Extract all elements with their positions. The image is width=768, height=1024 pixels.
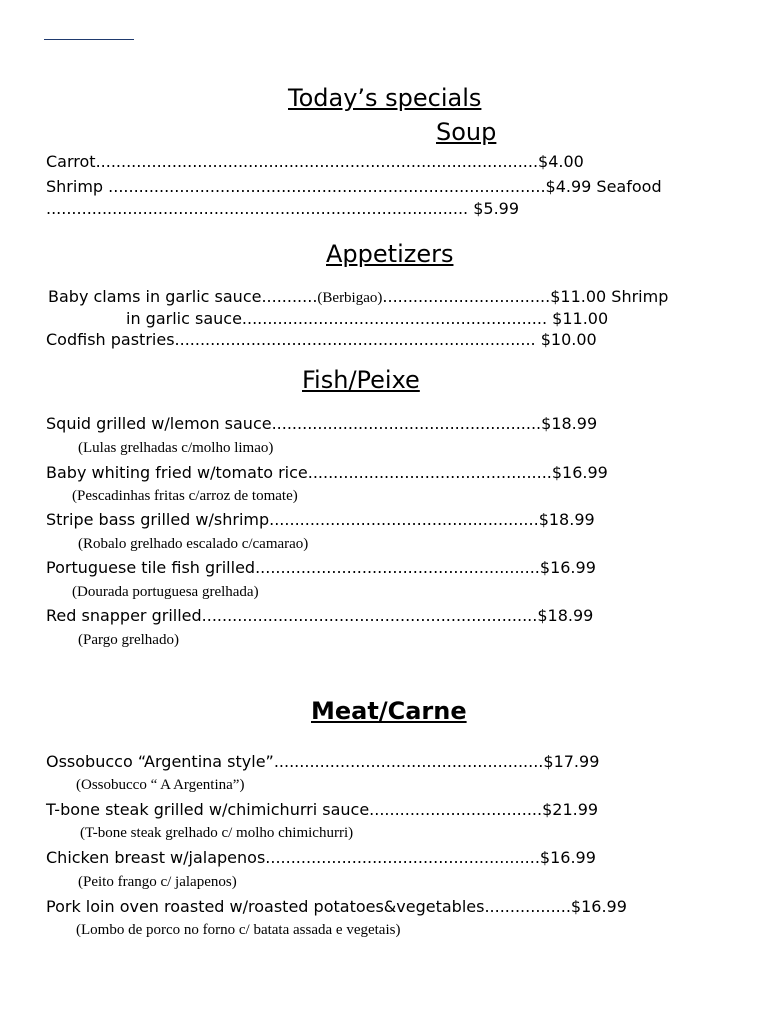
appetizer-clams-price: .................................$11.00 Shrimp xyxy=(382,287,669,306)
appetizer-line-codfish: Codfish pastries....................................................................... $10.00 xyxy=(46,330,597,349)
fish-item-pt: (Pargo grelhado) xyxy=(78,632,179,648)
fish-item: Stripe bass grilled w/shrimp.....................................................$18.99 xyxy=(46,510,595,529)
meat-item-pt: (T-bone steak grelhado c/ molho chimichurri) xyxy=(80,825,354,841)
fish-item-pt: (Pescadinhas fritas c/arroz de tomate) xyxy=(72,488,298,504)
fish-item: Baby whiting fried w/tomato rice................................................$16.99 xyxy=(46,463,608,482)
soup-line-carrot: Carrot.......................................................................................$4.00 xyxy=(46,152,584,171)
fish-item-pt: (Robalo grelhado escalado c/camarao) xyxy=(78,536,309,552)
meat-item-pt: (Ossobucco “ A Argentina”) xyxy=(76,777,245,793)
meat-item: Chicken breast w/jalapenos......................................................$16.99 xyxy=(46,848,596,867)
appetizer-clams-pt: (Berbigao) xyxy=(317,290,383,306)
page-title: Today’s specials xyxy=(288,84,482,112)
fish-item: Squid grilled w/lemon sauce.....................................................$18.99 xyxy=(46,414,598,433)
soup-line-seafood: ................................................................................... $5.99 xyxy=(46,199,520,218)
meat-item: Ossobucco “Argentina style”.....................................................$17.99 xyxy=(46,752,600,771)
fish-item: Portuguese tile fish grilled........................................................$16.99 xyxy=(46,558,596,577)
meat-item: T-bone steak grilled w/chimichurri sauce..................................$21.99 xyxy=(46,800,599,819)
appetizer-line-clams xyxy=(48,287,668,307)
fish-item-pt: (Lulas grelhadas c/molho limao) xyxy=(78,440,274,456)
meat-item-pt: (Lombo de porco no forno c/ batata assada e vegetais) xyxy=(76,922,401,938)
fish-item-pt: (Dourada portuguesa grelhada) xyxy=(72,584,259,600)
top-rule xyxy=(44,39,134,40)
meat-item: Pork loin oven roasted w/roasted potatoes&vegetables.................$16.99 xyxy=(46,897,627,916)
fish-heading: Fish/Peixe xyxy=(302,366,420,394)
appetizer-line-shrimp: in garlic sauce............................................................ $11.00 xyxy=(126,309,609,328)
soup-heading: Soup xyxy=(436,118,497,146)
meat-item-pt: (Peito frango c/ jalapenos) xyxy=(78,874,237,890)
appetizers-heading: Appetizers xyxy=(326,240,454,268)
soup-line-shrimp: Shrimp ......................................................................................$4.99 Seafood xyxy=(46,177,662,196)
fish-item: Red snapper grilled..................................................................$18.99 xyxy=(46,606,594,625)
appetizer-clams-text: Baby clams in garlic sauce........... xyxy=(48,287,318,306)
meat-heading: Meat/Carne xyxy=(311,697,467,725)
